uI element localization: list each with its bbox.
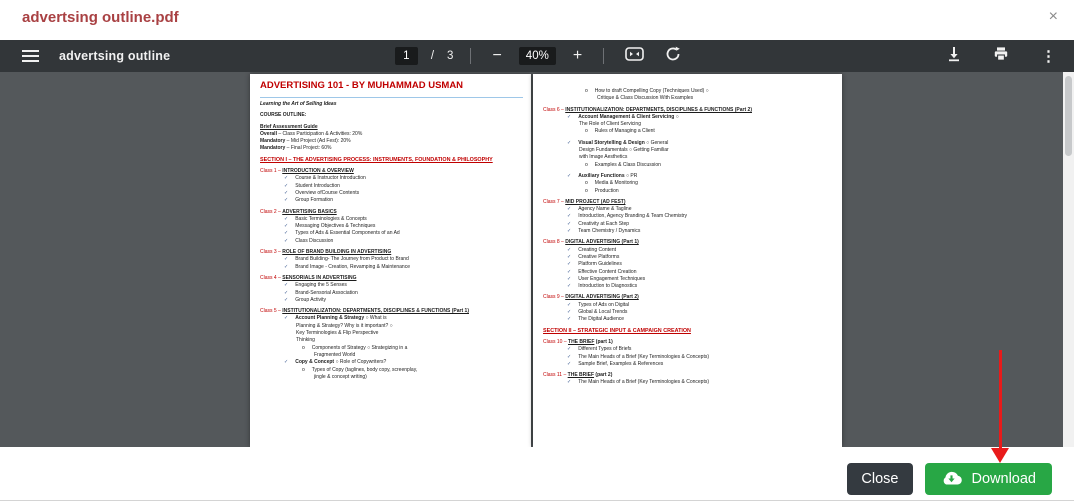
pdf-line: ADVERTISING 101 - BY MUHAMMAD USMAN (260, 78, 523, 98)
pdf-line: ✓ Brand Image - Creation, Revamping & Maintenance (284, 263, 410, 270)
pdf-line: Design Fundamentals ○ Getting Familiar (579, 147, 669, 154)
pdf-viewer (0, 40, 1074, 447)
pdf-line: Planning & Strategy? Why is it important? ○ (296, 322, 393, 329)
toolbar-separator (603, 48, 604, 64)
download-button-label: Download (971, 471, 1036, 487)
bottom-divider (0, 500, 1074, 501)
pdf-line: Class 3 – ROLE OF BRAND BUILDING IN ADVERTISING (260, 249, 392, 256)
pdf-line: Class 7 – MID PROJECT (AD FEST) (543, 198, 626, 205)
pdf-line: Class 8 – DIGITAL ADVERTISING (Part 1) (543, 239, 639, 246)
pdf-line: ✓ Types of Ads on Digital (567, 301, 630, 308)
pdf-line: o Components of Strategy ○ Strategizing in a (302, 344, 408, 351)
pdf-line: ✓ Introduction, Agency Branding & Team Chemistry (567, 213, 688, 220)
pdf-toolbar (0, 40, 1074, 72)
pdf-line: Learning the Art of Selling Ideas (260, 101, 337, 107)
page-number-input[interactable]: 1 (395, 47, 418, 65)
cloud-download-icon (941, 470, 962, 489)
pdf-line: COURSE OUTLINE: (260, 112, 307, 119)
pdf-line: ✓ Overview ofCourse Contents (284, 189, 360, 196)
pdf-line: Class 1 – INTRODUCTION & OVERVIEW (260, 168, 354, 175)
pdf-line: ✓ Class Discussion (284, 237, 334, 244)
pdf-line: ✓ Types of Ads & Essential Components of an Ad (284, 230, 400, 237)
annotation-arrow-line (999, 350, 1002, 449)
zoom-out-button[interactable]: − (488, 45, 505, 67)
pdf-line: Class 10 – THE BRIEF (part 1) (543, 338, 613, 345)
pdf-line: o Production (585, 187, 619, 194)
pdf-line: Class 4 – SENSORIALS IN ADVERTISING (260, 274, 357, 281)
pdf-content-area (0, 72, 1074, 447)
annotation-arrow-head (991, 448, 1009, 463)
pdf-line: ✓ Creative Platforms (567, 253, 620, 260)
download-button[interactable] (925, 463, 1053, 495)
pdf-line: ✓ Account Planning & Strategy ○ What is (284, 315, 387, 322)
page-divider: / (430, 50, 435, 62)
modal-header (0, 0, 1074, 40)
page-total: 3 (447, 50, 454, 62)
pdf-line: ✓ Creativity at Each Step (567, 220, 630, 227)
pdf-line: ✓ Account Management & Client Servicing ○ (567, 113, 679, 120)
pdf-line: Class 9 – DIGITAL ADVERTISING (Part 2) (543, 294, 639, 301)
pdf-line: Brief Assessment Guide (260, 123, 318, 130)
pdf-line: ✓ The Digital Audience (567, 316, 625, 323)
pdf-line: ✓ Basic Terminologies & Concepts (284, 215, 367, 222)
print-button[interactable] (989, 44, 1013, 69)
pdf-line: ✓ Messaging Objectives & Techniques (284, 223, 376, 230)
pdf-line: Fragmented World (314, 351, 356, 358)
pdf-line: ✓ Team Chemistry / Dynamics (567, 228, 641, 235)
pdf-page-2 (533, 74, 842, 447)
zoom-in-button[interactable]: + (569, 45, 586, 67)
more-options-icon[interactable]: ⋮ (1037, 45, 1060, 67)
pdf-line: ✓ Creating Content (567, 246, 617, 253)
pdf-line: SECTION I – THE ADVERTISING PROCESS: INSTRUMENTS, FOUNDATION & PHILOSOPHY (260, 156, 493, 163)
pdf-line: Mandatory – Final Project: 60% (260, 145, 332, 152)
pdf-line: ✓ Sample Brief, Examples & References (567, 360, 664, 367)
rotate-button[interactable] (661, 44, 685, 69)
pdf-line: ✓ The Main Heads of a Brief (Key Terminologies & Concepts) (567, 379, 710, 386)
pdf-line: ✓ Course & Instructor Introduction (284, 175, 366, 182)
download-icon (947, 46, 961, 67)
close-button[interactable]: Close (847, 463, 912, 495)
pdf-line: ✓ Engaging the 5 Senses (284, 282, 347, 289)
pdf-line: ✓ Agency Name & Tagline (567, 206, 632, 213)
pdf-line: ✓ Different Types of Briefs (567, 346, 632, 353)
pdf-line: ✓ Student Introduction (284, 182, 340, 189)
pdf-line: Critique & Class Discussion With Examples (597, 95, 694, 102)
pdf-line: o Types of Copy (taglines, body copy, screenplay, (302, 366, 418, 373)
pdf-line: Overall – Class Participation & Activities: 20% (260, 130, 363, 137)
document-name: advertsing outline (59, 49, 171, 63)
pdf-line: ✓ Copy & Concept ○ Role of Copywriters? (284, 359, 387, 366)
modal-title: advertsing outline.pdf (22, 9, 179, 26)
pdf-line: o Examples & Class Discussion (585, 161, 661, 168)
menu-icon[interactable] (20, 48, 41, 64)
pdf-line: Mandatory – Mid Project (Ad Fest): 20% (260, 138, 351, 145)
pdf-line: jingle & concept writing) (314, 373, 367, 380)
pdf-line: Class 6 – INSTITUTIONALIZATION: DEPARTMENTS, DISCIPLINES & FUNCTIONS (Part 2) (543, 106, 752, 113)
fit-page-icon (625, 47, 644, 66)
pdf-line: Class 11 – THE BRIEF (part 2) (543, 372, 613, 379)
pdf-line: The Role of Client Servicing (579, 121, 641, 128)
pdf-line: Key Terminologies & Flip Perspective (296, 330, 379, 337)
pdf-line: ✓ Platform Guidelines (567, 261, 622, 268)
rotate-icon (665, 46, 681, 67)
pdf-line: ✓ Global & Local Trends (567, 309, 628, 316)
print-icon (993, 46, 1009, 67)
pdf-line: Class 2 – ADVERTISING BASICS (260, 208, 337, 215)
scrollbar-thumb[interactable] (1065, 76, 1072, 156)
zoom-level-input[interactable]: 40% (519, 47, 556, 65)
pdf-line: ✓ User Engagement Techniques (567, 275, 646, 282)
pdf-line: ✓ Effective Content Creation (567, 268, 637, 275)
pdf-line: ✓ The Main Heads of a Brief (Key Terminologies & Concepts) (567, 353, 710, 360)
pdf-line: with Image Aesthetics (579, 154, 628, 161)
vertical-scrollbar[interactable] (1063, 72, 1074, 447)
pdf-line: ✓ Introduction to Diagnostics (567, 283, 638, 290)
toolbar-download-button[interactable] (943, 44, 965, 69)
close-icon[interactable]: × (1048, 8, 1058, 25)
modal-footer (0, 447, 1074, 502)
pdf-line: ✓ Brand-Sensorial Association (284, 289, 358, 296)
pdf-line: o Rules of Managing a Client (585, 128, 655, 135)
pdf-line: ✓ Group Formation (284, 197, 333, 204)
pdf-line: o Media & Monitoring (585, 180, 638, 187)
pdf-line: SECTION II – STRATEGIC INPUT & CAMPAIGN CREATION (543, 327, 691, 334)
pdf-line: ✓ Brand Building- The Journey from Product to Brand (284, 256, 409, 263)
pdf-line: Class 5 – INSTITUTIONALIZATION: DEPARTMENTS, DISCIPLINES & FUNCTIONS (Part 1) (260, 308, 469, 315)
pdf-page-1 (250, 74, 531, 447)
pdf-line: ✓ Visual Storytelling & Design ○ General (567, 139, 669, 146)
pdf-line: o How to draft Compelling Copy (Techniques Used) ○ (585, 88, 709, 94)
pdf-line: ✓ Group Activity (284, 296, 327, 303)
fit-page-button[interactable] (621, 45, 648, 68)
pdf-line: ✓ Auxiliary Functions ○ PR (567, 172, 638, 179)
pdf-line: Thinking (296, 337, 315, 344)
toolbar-separator (470, 48, 471, 64)
